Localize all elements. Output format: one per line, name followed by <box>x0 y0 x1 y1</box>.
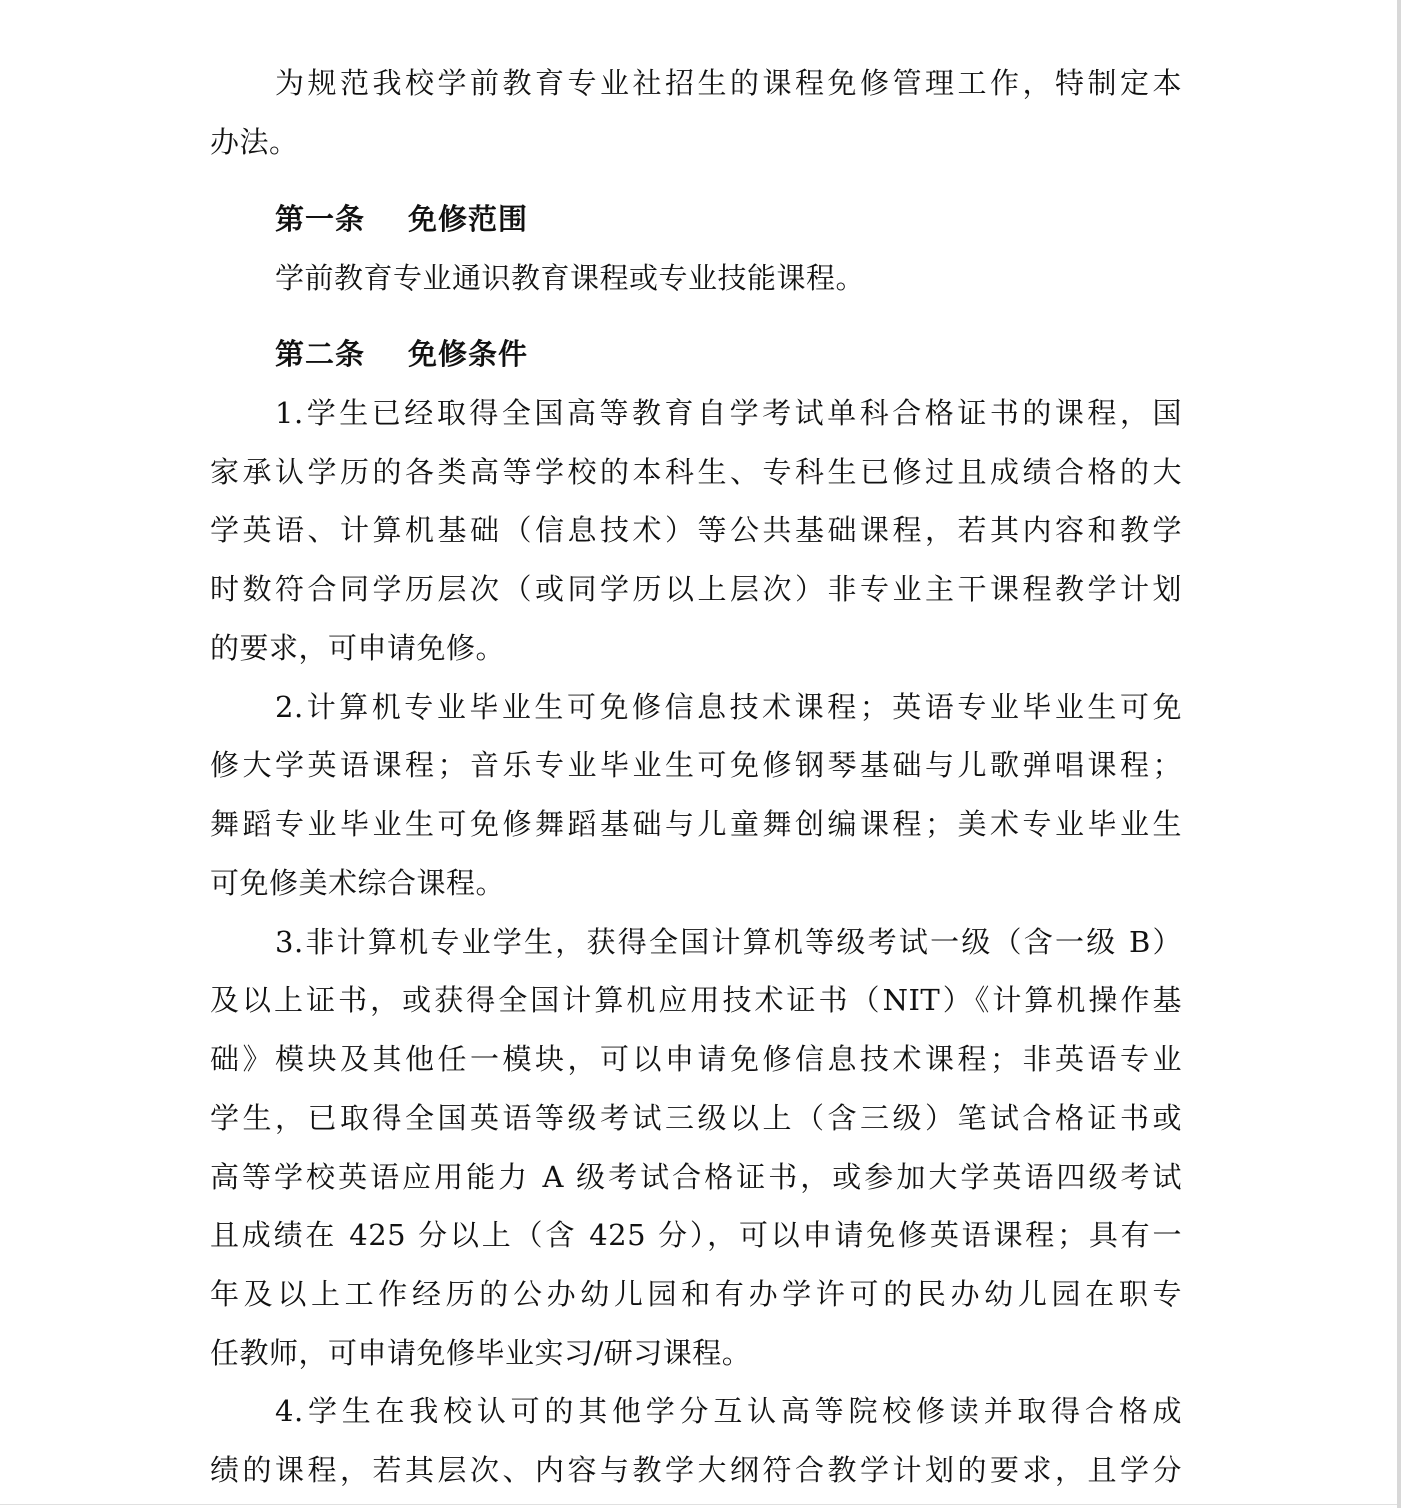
item-4-line-1: 4.学生在我校认可的其他学分互认高等院校修读并取得合格成 <box>275 1394 1182 1428</box>
article-1-line-1: 学前教育专业通识教育课程或专业技能课程。 <box>275 261 866 295</box>
item-3-line-4: 学生，已取得全国英语等级考试三级以上（含三级）笔试合格证书或 <box>210 1101 1182 1135</box>
page-edge-shadow <box>1397 0 1401 1508</box>
item-3-line-2: 及以上证书，或获得全国计算机应用技术证书（NIT）《计算机操作基 <box>210 983 1182 1017</box>
article-2-title: 免修条件 <box>408 337 529 371</box>
item-1-line-2: 家承认学历的各类高等学校的本科生、专科生已修过且成绩合格的大 <box>210 455 1182 489</box>
item-1-line-5: 的要求，可申请免修。 <box>210 631 506 665</box>
item-3-line-3: 础》模块及其他任一模块，可以申请免修信息技术课程；非英语专业 <box>210 1042 1182 1076</box>
item-1-line-3: 学英语、计算机基础（信息技术）等公共基础课程，若其内容和教学 <box>210 513 1182 547</box>
item-4-line-2: 绩的课程，若其层次、内容与教学大纲符合教学计划的要求，且学分 <box>210 1453 1182 1487</box>
item-3-line-8: 任教师，可申请免修毕业实习/研习课程。 <box>210 1336 752 1370</box>
item-3-line-1: 3.非计算机专业学生，获得全国计算机等级考试一级（含一级 B） <box>275 925 1182 959</box>
item-2-line-4: 可免修美术综合课程。 <box>210 866 506 900</box>
article-1-number: 第一条 <box>275 202 366 236</box>
intro-line-2: 办法。 <box>210 125 299 159</box>
item-2-line-1: 2.计算机专业毕业生可免修信息技术课程；英语专业毕业生可免 <box>275 690 1182 724</box>
article-1-title: 免修范围 <box>408 202 529 236</box>
article-1-heading <box>275 199 528 239</box>
item-1-line-1: 1.学生已经取得全国高等教育自学考试单科合格证书的课程，国 <box>275 396 1182 430</box>
item-3-line-6: 且成绩在 425 分以上（含 425 分），可以申请免修英语课程；具有一 <box>210 1218 1182 1252</box>
item-2-line-2: 修大学英语课程；音乐专业毕业生可免修钢琴基础与儿歌弹唱课程； <box>210 748 1182 782</box>
item-2-line-3: 舞蹈专业毕业生可免修舞蹈基础与儿童舞创编课程；美术专业毕业生 <box>210 807 1182 841</box>
intro-line-1: 为规范我校学前教育专业社招生的课程免修管理工作，特制定本 <box>275 66 1182 100</box>
article-2-heading <box>275 334 528 374</box>
item-3-line-5: 高等学校英语应用能力 A 级考试合格证书，或参加大学英语四级考试 <box>210 1160 1182 1194</box>
item-3-line-7: 年及以上工作经历的公办幼儿园和有办学许可的民办幼儿园在职专 <box>210 1277 1182 1311</box>
item-1-line-4: 时数符合同学历层次（或同学历以上层次）非专业主干课程教学计划 <box>210 572 1182 606</box>
page-bottom-border <box>0 1504 1397 1505</box>
article-2-number: 第二条 <box>275 337 366 371</box>
